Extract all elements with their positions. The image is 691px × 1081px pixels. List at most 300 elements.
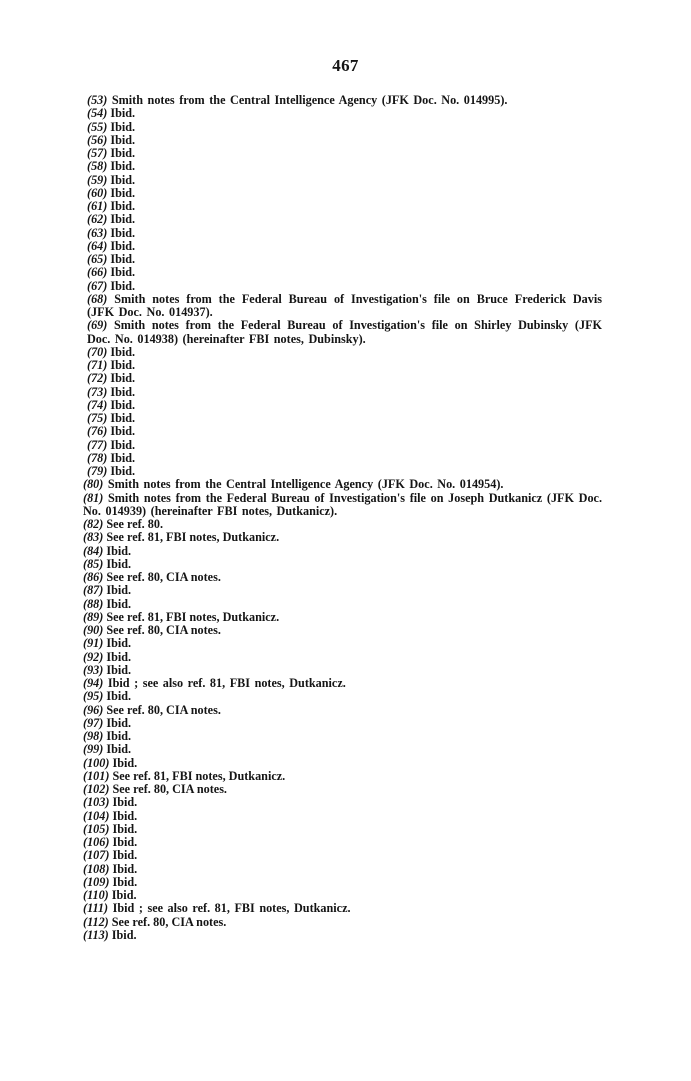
endnote-text: Ibid. xyxy=(111,888,137,902)
endnote-number: 89 xyxy=(87,609,100,624)
endnote-item xyxy=(72,359,602,372)
endnote-open-paren: ( xyxy=(83,609,88,624)
endnote-open-paren: ( xyxy=(83,689,88,704)
endnote-number: 53 xyxy=(91,93,104,107)
endnote-number: 69 xyxy=(91,318,104,333)
endnote-text: Ibid. xyxy=(110,265,136,280)
endnote-open-paren: ( xyxy=(83,517,88,531)
endnote-item xyxy=(72,266,602,279)
endnote-open-paren: ( xyxy=(87,318,92,333)
endnote-text: Ibid. xyxy=(106,583,132,598)
endnote-item xyxy=(72,902,602,915)
endnote-number: 101 xyxy=(87,768,106,783)
endnote-item xyxy=(72,743,602,756)
endnote-text: Ibid. xyxy=(110,371,136,386)
endnote-close-paren: ) xyxy=(103,199,111,213)
endnote-text: Ibid. xyxy=(110,411,136,425)
endnote-text: Ibid. xyxy=(110,106,136,121)
endnote-text: Ibid. xyxy=(110,464,136,478)
endnote-open-paren: ( xyxy=(83,490,88,505)
endnote-number: 56 xyxy=(91,132,104,147)
endnote-number: 91 xyxy=(87,636,100,651)
endnote-open-paren: ( xyxy=(87,265,92,280)
endnote-item xyxy=(72,372,602,385)
endnote-text: Ibid. xyxy=(106,556,132,571)
endnote-close-paren: ) xyxy=(103,424,111,439)
endnote-text: Ibid. xyxy=(112,874,138,889)
endnote-close-paren: ) xyxy=(105,835,113,849)
endnote-text: Ibid. xyxy=(106,543,132,558)
endnote-open-paren: ( xyxy=(83,636,88,651)
endnote-number: 65 xyxy=(91,252,104,266)
endnote-number: 93 xyxy=(87,662,100,677)
endnote-item xyxy=(72,916,602,929)
endnote-open-paren: ( xyxy=(87,464,92,478)
endnote-text: Ibid. xyxy=(110,199,136,213)
endnote-open-paren: ( xyxy=(83,821,88,836)
endnote-text: Ibid. xyxy=(110,450,136,465)
endnote-item xyxy=(72,94,602,107)
endnote-open-paren: ( xyxy=(83,848,88,863)
endnote-number: 55 xyxy=(91,119,104,134)
endnote-item xyxy=(72,200,602,213)
endnote-close-paren: ) xyxy=(99,715,107,730)
endnote-close-paren: ) xyxy=(99,530,107,545)
endnote-number: 84 xyxy=(87,543,100,558)
endnote-item xyxy=(72,240,602,253)
endnote-number: 68 xyxy=(91,291,104,306)
endnote-item xyxy=(72,160,602,173)
endnote-text: Ibid. xyxy=(112,755,138,770)
endnote-item xyxy=(72,399,602,412)
endnote-item xyxy=(72,796,602,809)
endnote-close-paren: ) xyxy=(105,874,113,889)
endnote-open-paren: ( xyxy=(87,225,92,240)
endnote-close-paren: ) xyxy=(103,185,111,200)
endnote-close-paren: ) xyxy=(105,755,113,770)
endnote-close-paren: ) xyxy=(103,159,111,174)
endnote-item xyxy=(72,823,602,836)
endnote-text: Ibid ; see also ref. 81, FBI notes, Dutkanicz. xyxy=(112,901,351,916)
endnote-number: 75 xyxy=(91,411,104,425)
endnote-close-paren: ) xyxy=(103,132,111,147)
endnote-open-paren: ( xyxy=(87,199,92,213)
endnote-number: 96 xyxy=(87,702,100,717)
endnote-text: Ibid. xyxy=(110,132,136,147)
endnote-open-paren: ( xyxy=(83,702,88,717)
endnote-text: Ibid. xyxy=(112,808,138,823)
endnote-open-paren: ( xyxy=(83,861,88,876)
endnote-open-paren: ( xyxy=(87,159,92,174)
endnote-number: 64 xyxy=(91,238,104,253)
endnote-item xyxy=(72,651,602,664)
endnote-close-paren: ) xyxy=(103,318,114,333)
endnote-item xyxy=(72,346,602,359)
endnote-open-paren: ( xyxy=(83,914,88,929)
endnote-text: See ref. 81, FBI notes, Dutkanicz. xyxy=(106,609,280,624)
endnote-text: Ibid. xyxy=(106,636,132,651)
endnote-text: Ibid. xyxy=(112,795,138,810)
endnote-item xyxy=(72,478,602,491)
endnote-close-paren: ) xyxy=(99,596,107,611)
endnote-number: 108 xyxy=(87,861,106,876)
endnote-item xyxy=(72,783,602,796)
endnote-close-paren: ) xyxy=(104,901,113,916)
endnote-item xyxy=(72,187,602,200)
endnote-text: Ibid. xyxy=(112,821,138,836)
endnote-text: Ibid. xyxy=(110,225,136,240)
endnote-number: 82 xyxy=(87,517,100,531)
endnote-item xyxy=(72,624,602,637)
endnote-item xyxy=(72,730,602,743)
endnote-close-paren: ) xyxy=(105,768,113,783)
endnote-number: 54 xyxy=(91,106,104,121)
endnote-item xyxy=(72,598,602,611)
endnote-close-paren: ) xyxy=(103,225,111,240)
endnote-text: Ibid. xyxy=(111,927,137,942)
endnote-number: 62 xyxy=(91,212,104,227)
endnote-close-paren: ) xyxy=(99,570,107,584)
endnote-open-paren: ( xyxy=(87,132,92,147)
endnote-open-paren: ( xyxy=(87,344,92,359)
endnote-text: See ref. 80, CIA notes. xyxy=(106,702,221,717)
endnote-number: 77 xyxy=(91,437,104,452)
endnote-text: Ibid. xyxy=(106,715,132,730)
endnote-open-paren: ( xyxy=(87,358,92,372)
endnote-open-paren: ( xyxy=(87,146,92,160)
endnote-text: Ibid. xyxy=(110,252,136,266)
endnote-close-paren: ) xyxy=(103,411,111,425)
endnote-item xyxy=(72,465,602,478)
endnote-open-paren: ( xyxy=(83,543,88,558)
endnote-item xyxy=(72,107,602,120)
endnote-item xyxy=(72,717,602,730)
endnote-open-paren: ( xyxy=(87,106,92,121)
endnote-item xyxy=(72,584,602,597)
endnote-number: 98 xyxy=(87,729,100,743)
endnote-number: 97 xyxy=(87,715,100,730)
endnote-item xyxy=(72,319,602,346)
endnote-text: Ibid. xyxy=(110,384,136,399)
endnote-number: 113 xyxy=(87,927,105,942)
endnote-item xyxy=(72,134,602,147)
endnote-item xyxy=(72,425,602,438)
endnote-close-paren: ) xyxy=(104,927,112,942)
endnote-text: See ref. 81, FBI notes, Dutkanicz. xyxy=(106,530,280,545)
endnote-close-paren: ) xyxy=(103,119,111,134)
endnote-text: Ibid. xyxy=(110,358,136,372)
endnote-item xyxy=(72,452,602,465)
endnote-text: Ibid. xyxy=(106,596,132,611)
endnote-number: 88 xyxy=(87,596,100,611)
endnote-number: 85 xyxy=(87,556,100,571)
endnote-close-paren: ) xyxy=(99,702,107,717)
endnote-text: Ibid. xyxy=(106,649,132,664)
endnote-number: 74 xyxy=(91,397,104,412)
page-number: 467 xyxy=(332,56,359,75)
endnote-open-paren: ( xyxy=(83,729,88,743)
endnote-number: 106 xyxy=(87,835,106,849)
endnote-open-paren: ( xyxy=(87,238,92,253)
endnote-open-paren: ( xyxy=(87,93,92,107)
endnote-number: 81 xyxy=(87,490,100,505)
endnote-text: Ibid. xyxy=(106,662,132,677)
endnote-number: 110 xyxy=(87,888,105,902)
endnote-number: 109 xyxy=(87,874,106,889)
endnote-open-paren: ( xyxy=(87,437,92,452)
endnote-close-paren: ) xyxy=(103,291,115,306)
endnote-text: Ibid. xyxy=(110,424,136,439)
endnote-close-paren: ) xyxy=(103,278,111,293)
endnote-number: 92 xyxy=(87,649,100,664)
endnote-open-paren: ( xyxy=(83,676,88,690)
endnote-close-paren: ) xyxy=(105,795,113,810)
endnote-open-paren: ( xyxy=(83,623,88,637)
endnote-number: 59 xyxy=(91,172,104,187)
endnote-close-paren: ) xyxy=(99,689,107,704)
endnote-number: 66 xyxy=(91,265,104,280)
endnote-number: 63 xyxy=(91,225,104,240)
endnote-item xyxy=(72,121,602,134)
endnote-text: See ref. 80, CIA notes. xyxy=(106,570,221,584)
endnote-close-paren: ) xyxy=(105,808,113,823)
endnote-item xyxy=(72,637,602,650)
endnote-close-paren: ) xyxy=(103,464,111,478)
endnote-item xyxy=(72,386,602,399)
endnote-close-paren: ) xyxy=(103,146,111,160)
endnote-number: 95 xyxy=(87,689,100,704)
endnote-open-paren: ( xyxy=(87,185,92,200)
endnote-close-paren: ) xyxy=(99,742,107,757)
endnote-open-paren: ( xyxy=(83,662,88,677)
endnote-number: 67 xyxy=(91,278,104,293)
endnote-text: Ibid. xyxy=(106,689,132,704)
endnote-close-paren: ) xyxy=(99,556,107,571)
endnote-text: Smith notes from the Federal Bureau of Investigation's file on Shirley Dubinsky (JFK Doc. No. 014938) (hereinafter FBI notes, Dubinsky). xyxy=(87,318,602,346)
endnote-item xyxy=(72,929,602,942)
endnote-item xyxy=(72,147,602,160)
endnote-number: 100 xyxy=(87,755,106,770)
endnote-item xyxy=(72,412,602,425)
endnote-item xyxy=(72,849,602,862)
endnote-open-paren: ( xyxy=(87,371,92,386)
endnote-close-paren: ) xyxy=(103,238,111,253)
endnote-close-paren: ) xyxy=(103,252,111,266)
endnote-text: See ref. 80, CIA notes. xyxy=(111,914,227,929)
endnote-close-paren: ) xyxy=(104,914,112,929)
endnote-number: 104 xyxy=(87,808,106,823)
endnote-close-paren: ) xyxy=(103,265,111,280)
endnote-close-paren: ) xyxy=(105,821,113,836)
endnote-number: 107 xyxy=(87,848,106,863)
endnote-number: 99 xyxy=(87,742,100,757)
endnote-item xyxy=(72,571,602,584)
endnote-close-paren: ) xyxy=(105,848,113,863)
endnote-number: 86 xyxy=(87,570,100,584)
endnote-item xyxy=(72,531,602,544)
endnote-close-paren: ) xyxy=(103,172,111,187)
endnote-item xyxy=(72,492,602,519)
endnote-number: 94 xyxy=(87,676,100,690)
endnote-close-paren: ) xyxy=(103,212,111,227)
endnote-open-paren: ( xyxy=(87,411,92,425)
endnotes-list xyxy=(72,94,602,942)
endnote-open-paren: ( xyxy=(83,835,88,849)
endnote-number: 105 xyxy=(87,821,106,836)
endnote-close-paren: ) xyxy=(99,729,107,743)
endnote-close-paren: ) xyxy=(103,397,111,412)
endnote-item xyxy=(72,690,602,703)
endnote-number: 87 xyxy=(87,583,100,598)
endnote-close-paren: ) xyxy=(104,888,112,902)
endnote-close-paren: ) xyxy=(99,636,107,651)
endnote-open-paren: ( xyxy=(87,119,92,134)
endnote-open-paren: ( xyxy=(83,927,88,942)
endnote-close-paren: ) xyxy=(99,676,108,690)
endnote-number: 80 xyxy=(87,477,100,492)
endnote-open-paren: ( xyxy=(83,570,88,584)
endnote-close-paren: ) xyxy=(103,344,111,359)
endnote-item xyxy=(72,757,602,770)
endnote-item xyxy=(72,280,602,293)
endnote-open-paren: ( xyxy=(83,888,88,902)
endnote-text: Ibid. xyxy=(112,835,138,849)
endnote-close-paren: ) xyxy=(99,623,107,637)
endnote-open-paren: ( xyxy=(83,874,88,889)
endnote-open-paren: ( xyxy=(87,212,92,227)
endnote-open-paren: ( xyxy=(83,742,88,757)
endnote-text: See ref. 80, CIA notes. xyxy=(106,623,221,637)
endnote-item xyxy=(72,836,602,849)
endnote-number: 111 xyxy=(87,901,104,916)
endnote-number: 58 xyxy=(91,159,104,174)
endnote-open-paren: ( xyxy=(87,278,92,293)
endnote-text: Ibid. xyxy=(106,729,132,743)
endnote-item xyxy=(72,227,602,240)
endnote-text: See ref. 81, FBI notes, Dutkanicz. xyxy=(112,768,286,783)
endnote-item xyxy=(72,293,602,320)
endnote-text: Ibid. xyxy=(110,146,136,160)
endnote-text: Ibid ; see also ref. 81, FBI notes, Dutkanicz. xyxy=(107,676,346,690)
endnote-item xyxy=(72,518,602,531)
endnote-text: Ibid. xyxy=(112,861,138,876)
endnote-open-paren: ( xyxy=(87,172,92,187)
endnote-number: 102 xyxy=(87,782,106,796)
endnote-close-paren: ) xyxy=(103,384,111,399)
endnote-open-paren: ( xyxy=(87,384,92,399)
endnote-number: 90 xyxy=(87,623,100,637)
endnote-item xyxy=(72,810,602,823)
endnote-number: 112 xyxy=(87,914,105,929)
endnote-item xyxy=(72,213,602,226)
endnote-open-paren: ( xyxy=(87,397,92,412)
endnote-item xyxy=(72,439,602,452)
endnote-close-paren: ) xyxy=(99,477,108,492)
endnote-close-paren: ) xyxy=(103,437,111,452)
endnote-open-paren: ( xyxy=(83,477,88,492)
endnote-text: Ibid. xyxy=(110,437,136,452)
endnote-text: Ibid. xyxy=(112,848,138,863)
endnote-open-paren: ( xyxy=(83,768,88,783)
endnote-open-paren: ( xyxy=(87,424,92,439)
endnote-close-paren: ) xyxy=(105,861,113,876)
endnote-number: 78 xyxy=(91,450,104,465)
endnote-item xyxy=(72,664,602,677)
endnote-text: Ibid. xyxy=(110,185,136,200)
endnote-text: Ibid. xyxy=(110,397,136,412)
endnote-item xyxy=(72,876,602,889)
endnote-close-paren: ) xyxy=(105,782,113,796)
endnote-number: 72 xyxy=(91,371,104,386)
endnote-open-paren: ( xyxy=(83,596,88,611)
endnote-number: 61 xyxy=(91,199,104,213)
endnote-item xyxy=(72,545,602,558)
endnote-close-paren: ) xyxy=(103,93,112,107)
endnote-close-paren: ) xyxy=(99,517,107,531)
endnote-text: See ref. 80. xyxy=(106,517,163,531)
endnote-open-paren: ( xyxy=(83,649,88,664)
endnote-text: Smith notes from the Central Intelligence Agency (JFK Doc. No. 014954). xyxy=(107,477,504,492)
endnote-item xyxy=(72,889,602,902)
endnote-close-paren: ) xyxy=(99,662,107,677)
endnote-item xyxy=(72,558,602,571)
endnote-number: 70 xyxy=(91,344,104,359)
endnote-text: Ibid. xyxy=(106,742,132,757)
endnote-text: Smith notes from the Federal Bureau of Investigation's file on Bruce Frederick Davis (JFK Doc. No. 014937). xyxy=(87,291,602,319)
endnote-item xyxy=(72,253,602,266)
endnote-close-paren: ) xyxy=(103,450,111,465)
endnote-number: 83 xyxy=(87,530,100,545)
endnote-close-paren: ) xyxy=(99,649,107,664)
endnote-open-paren: ( xyxy=(87,252,92,266)
endnote-open-paren: ( xyxy=(83,901,88,916)
endnote-text: Ibid. xyxy=(110,159,136,174)
endnote-item xyxy=(72,174,602,187)
endnote-close-paren: ) xyxy=(99,609,107,624)
endnote-open-paren: ( xyxy=(83,583,88,598)
endnote-close-paren: ) xyxy=(99,490,108,505)
endnote-text: Ibid. xyxy=(110,212,136,227)
endnote-close-paren: ) xyxy=(103,371,111,386)
endnote-close-paren: ) xyxy=(99,583,107,598)
endnote-text: Ibid. xyxy=(110,344,136,359)
endnote-open-paren: ( xyxy=(83,556,88,571)
endnote-open-paren: ( xyxy=(83,530,88,545)
endnote-open-paren: ( xyxy=(83,808,88,823)
endnote-number: 57 xyxy=(91,146,104,160)
endnote-text: Ibid. xyxy=(110,238,136,253)
endnote-text: Ibid. xyxy=(110,172,136,187)
endnote-open-paren: ( xyxy=(83,715,88,730)
endnote-close-paren: ) xyxy=(99,543,107,558)
endnote-text: Ibid. xyxy=(110,278,136,293)
endnote-close-paren: ) xyxy=(103,106,111,121)
endnote-item xyxy=(72,677,602,690)
endnote-close-paren: ) xyxy=(103,358,111,372)
endnote-number: 71 xyxy=(91,358,104,372)
endnote-item xyxy=(72,611,602,624)
endnote-number: 79 xyxy=(91,464,104,478)
endnote-open-paren: ( xyxy=(83,782,88,796)
endnote-open-paren: ( xyxy=(87,450,92,465)
endnote-open-paren: ( xyxy=(83,755,88,770)
endnote-item xyxy=(72,863,602,876)
endnote-item xyxy=(72,770,602,783)
endnote-open-paren: ( xyxy=(83,795,88,810)
endnote-number: 76 xyxy=(91,424,104,439)
endnote-item xyxy=(72,704,602,717)
endnote-number: 60 xyxy=(91,185,104,200)
